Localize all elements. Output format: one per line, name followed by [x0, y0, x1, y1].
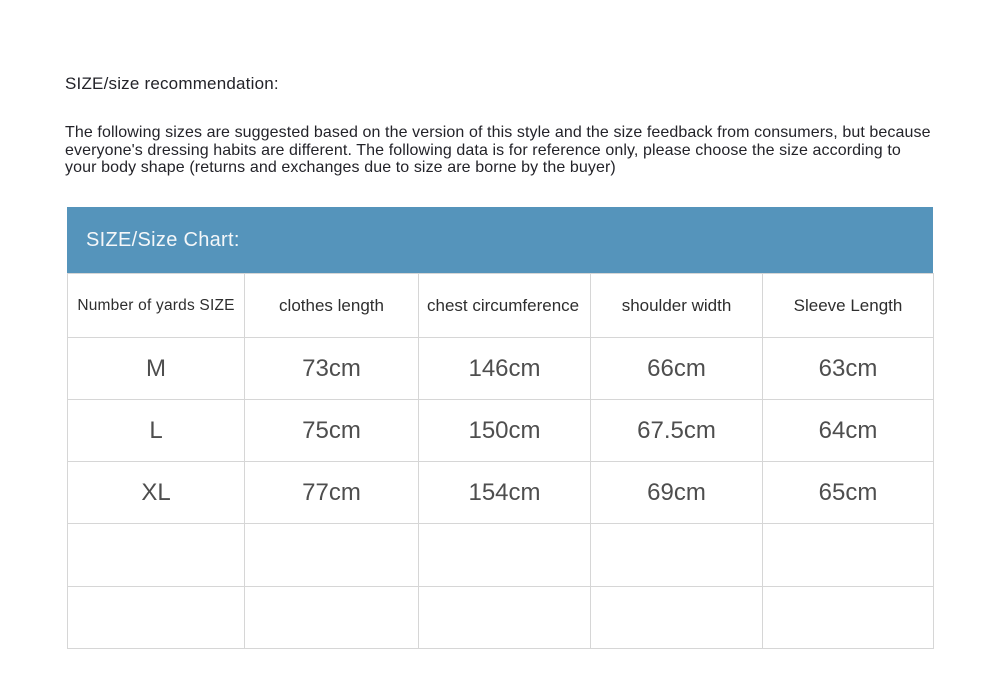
empty-cell	[245, 524, 419, 587]
col-header-clothes-length: clothes length	[245, 274, 419, 338]
table-row-empty	[68, 524, 934, 587]
value-cell: 150cm	[419, 400, 591, 462]
value-cell: 77cm	[245, 462, 419, 524]
value-cell: 64cm	[763, 400, 934, 462]
value-cell: 63cm	[763, 338, 934, 400]
empty-cell	[68, 587, 245, 649]
empty-cell	[419, 587, 591, 649]
empty-cell	[68, 524, 245, 587]
size-recommendation-heading: SIZE/size recommendation:	[65, 74, 279, 93]
size-recommendation-description: The following sizes are suggested based on the version of this style and the size feedback from consumers, but because everyone's dressing habits are different. The following data is for reference only, please choose the size according to your body shape (returns and exchanges due to size are borne by the buyer)	[65, 124, 931, 176]
size-chart-title-bar	[67, 207, 933, 273]
size-chart-title: SIZE/Size Chart:	[86, 228, 240, 251]
col-header-size: Number of yards SIZE	[68, 274, 245, 338]
size-chart-table	[67, 273, 934, 649]
size-cell: M	[68, 338, 245, 400]
size-chart-section	[67, 207, 933, 649]
size-cell: XL	[68, 462, 245, 524]
empty-cell	[419, 524, 591, 587]
value-cell: 154cm	[419, 462, 591, 524]
table-header-row	[68, 274, 934, 338]
value-cell: 75cm	[245, 400, 419, 462]
value-cell: 66cm	[591, 338, 763, 400]
empty-cell	[591, 524, 763, 587]
table-row-xl	[68, 462, 934, 524]
empty-cell	[245, 587, 419, 649]
value-cell: 73cm	[245, 338, 419, 400]
col-header-sleeve-length: Sleeve Length	[763, 274, 934, 338]
size-cell: L	[68, 400, 245, 462]
value-cell: 69cm	[591, 462, 763, 524]
col-header-shoulder-width: shoulder width	[591, 274, 763, 338]
empty-cell	[763, 524, 934, 587]
value-cell: 67.5cm	[591, 400, 763, 462]
value-cell: 146cm	[419, 338, 591, 400]
table-row-m	[68, 338, 934, 400]
value-cell: 65cm	[763, 462, 934, 524]
table-row-empty	[68, 587, 934, 649]
table-row-l	[68, 400, 934, 462]
empty-cell	[763, 587, 934, 649]
empty-cell	[591, 587, 763, 649]
col-header-chest-circumference: chest circumference	[419, 274, 591, 338]
